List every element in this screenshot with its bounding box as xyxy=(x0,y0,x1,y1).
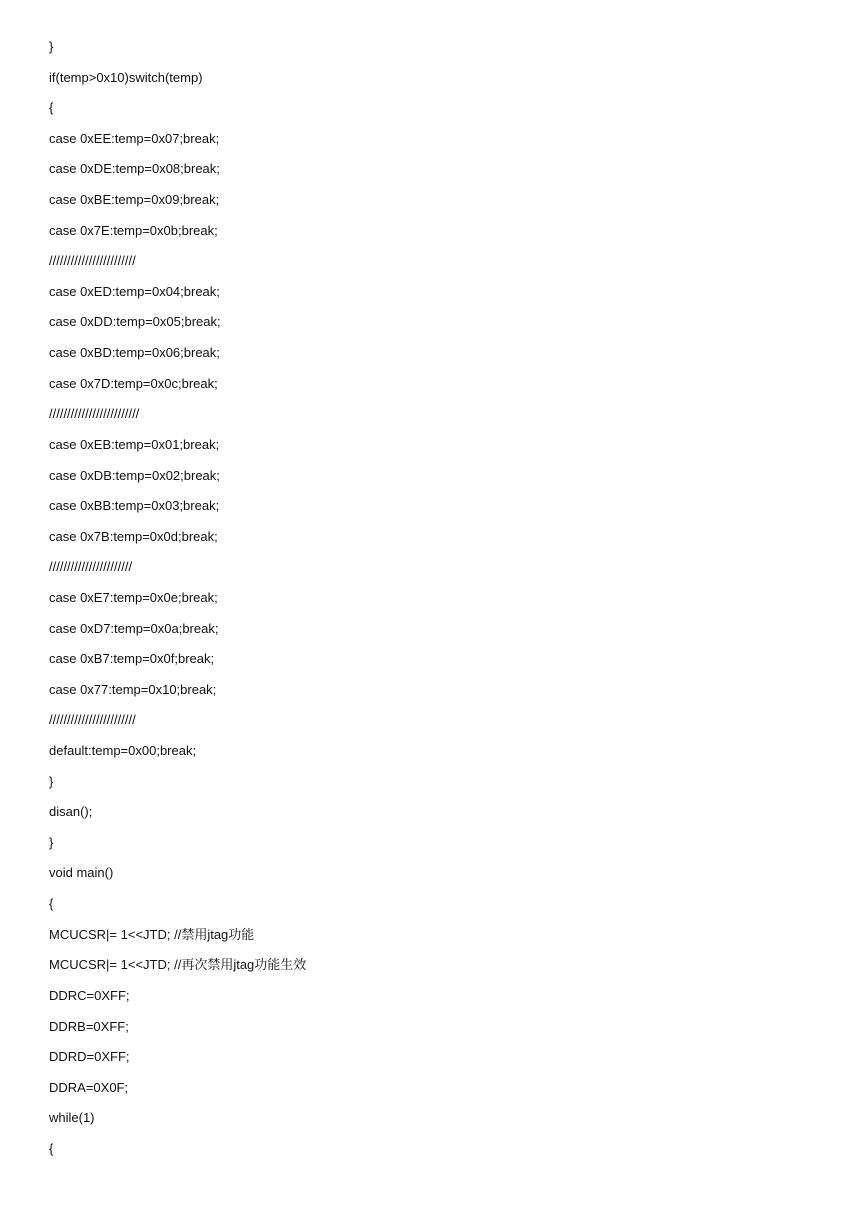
code-line: case 0xBB:temp=0x03;break; xyxy=(49,498,220,514)
code-line: ///////////////////////// xyxy=(49,406,140,422)
code-line: //////////////////////// xyxy=(49,712,136,728)
code-line: case 0xE7:temp=0x0e;break; xyxy=(49,589,218,605)
code-line: } xyxy=(49,39,54,54)
code-line: DDRB=0XFF; xyxy=(49,1018,129,1034)
code-line: case 0xB7:temp=0x0f;break; xyxy=(49,651,215,667)
code-line: case 0xDB:temp=0x02;break; xyxy=(49,467,220,483)
code-line: case 0x7E:temp=0x0b;break; xyxy=(49,222,218,238)
code-line: } xyxy=(49,834,54,850)
code-line: while(1) xyxy=(49,1110,95,1126)
code-line: case 0x7B:temp=0x0d;break; xyxy=(49,528,218,544)
code-line: case 0xEE:temp=0x07;break; xyxy=(49,130,220,146)
code-line: DDRD=0XFF; xyxy=(49,1049,130,1065)
code-line: case 0xDD:temp=0x05;break; xyxy=(49,314,221,330)
code-line: case 0xBD:temp=0x06;break; xyxy=(49,345,220,361)
code-line: void main() xyxy=(49,865,114,881)
code-line: case 0xEB:temp=0x01;break; xyxy=(49,436,220,452)
code-line: case 0xDE:temp=0x08;break; xyxy=(49,161,220,177)
code-line: default:temp=0x00;break; xyxy=(49,743,197,759)
code-line: if(temp>0x10)switch(temp) xyxy=(49,69,203,85)
code-line: MCUCSR|= 1<<JTD; //禁用jtag功能 xyxy=(49,926,255,942)
code-line: { xyxy=(49,1140,54,1156)
code-line: //////////////////////// xyxy=(49,253,136,269)
code-line: { xyxy=(49,896,54,912)
code-line: } xyxy=(49,773,54,789)
code-line: case 0xBE:temp=0x09;break; xyxy=(49,192,220,208)
code-line: DDRA=0X0F; xyxy=(49,1079,129,1095)
code-line: DDRC=0XFF; xyxy=(49,987,130,1003)
code-line: disan(); xyxy=(49,804,93,820)
code-line: /////////////////////// xyxy=(49,559,133,575)
code-listing xyxy=(49,38,306,1171)
code-line: MCUCSR|= 1<<JTD; //再次禁用jtag功能生效 xyxy=(49,957,307,973)
code-line: case 0xD7:temp=0x0a;break; xyxy=(49,620,219,636)
code-line: case 0xED:temp=0x04;break; xyxy=(49,283,220,299)
code-line: { xyxy=(49,100,54,116)
code-line: case 0x7D:temp=0x0c;break; xyxy=(49,375,218,391)
code-line: case 0x77:temp=0x10;break; xyxy=(49,681,217,697)
